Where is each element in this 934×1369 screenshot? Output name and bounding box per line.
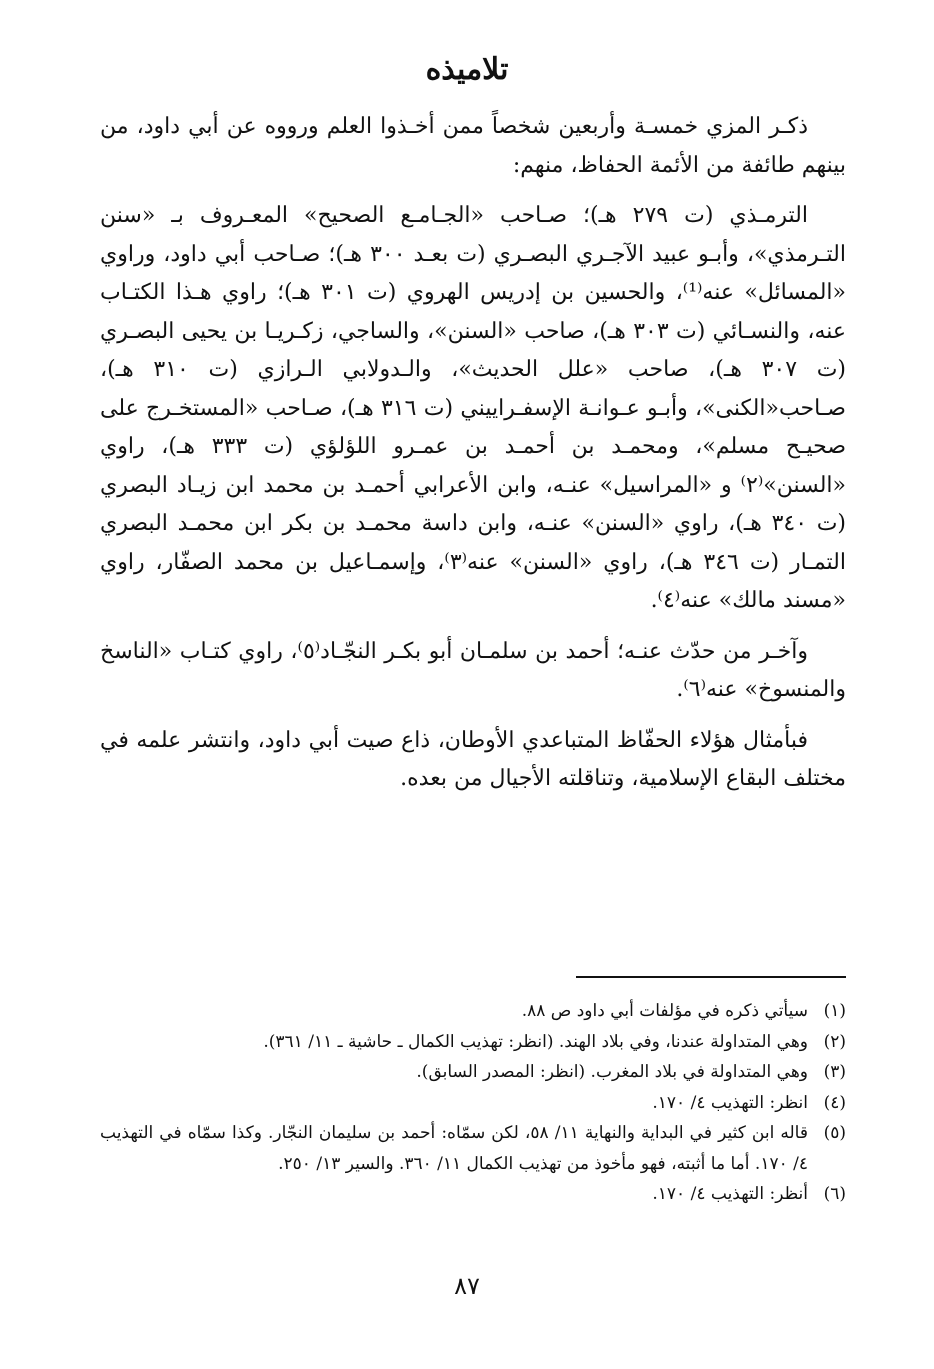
paragraph: وآخـر من حدّث عنـه؛ أحمد بن سلمـان أبو بكـر النجّـاد⁽٥⁾، راوي كتـاب «الناسخ والمنسوخ» عنه⁽٦⁾.: [100, 638, 846, 702]
footnote-number: (٣): [823, 1062, 846, 1082]
footnote-number: (٥): [823, 1123, 846, 1143]
footnote-text: انظر: التهذيب ٤/ ١٧٠.: [652, 1092, 808, 1113]
section-title: تلاميذه: [425, 52, 509, 87]
footnote: [100, 1027, 846, 1058]
footnote: [100, 1118, 846, 1179]
paragraph: الترمـذي (ت ٢٧٩ هـ)؛ صـاحب «الجـامـع الصحيح» المعـروف بـ «سنن التـرمذي»، وأبـو عبيد الآجـري البصـري (ت بعـد ٣٠٠ هـ)؛ صـاحب أبي داود، وراوي «المسائل» عنه⁽¹⁾، والحسين بن إدريس الهروي (ت ٣٠١ هـ)؛ راوي هـذا الكتـاب عنه، والنسـائي (ت ٣٠٣ هـ)، صاحب «السنن»، والساجي، زكـريـا بن يحيى البصـري (ت ٣٠٧ هـ)، صاحب «علل الحديث»، والـدولابي الـرازي (ت ٣١٠ هـ)، صـاحب«الكنى»، وأبـو عـوانـة الإسفـراييني (ت ٣١٦ هـ)، صـاحب «المستخـرج على صحيـح مسلم»، ومحمـد بن أحمـد بن عمـرو اللؤلؤي (ت ٣٣٣ هـ)، راوي «السنن»⁽٢⁾ و «المراسيل» عنـه، وابن الأعرابي أحمـد بن محمد ابن زيـاد البصري (ت ٣٤٠ هـ)، راوي «السنن» عنـه، وابن داسة محمـد بن بكر ابن محمـد البصري التمـار (ت ٣٤٦ هـ)، راوي «السنن» عنه⁽٣⁾، وإسمـاعيل بن محمد الصفّار، راوي «مسند مالك» عنه⁽٤⁾.: [100, 203, 847, 613]
footnote-separator: [576, 976, 846, 978]
page-number: ٨٧: [454, 1272, 480, 1300]
footnote-text: أنظر: التهذيب ٤/ ١٧٠.: [652, 1184, 808, 1204]
footnote: [100, 996, 846, 1027]
footnote-text: وهي المتداولة في بلاد المغرب. (انظر: المصدر السابق).: [416, 1062, 808, 1082]
footnote-text: سيأتي ذكره في مؤلفات أبي داود ص ٨٨.: [521, 1001, 808, 1021]
footnote: [100, 1088, 846, 1119]
footnote-number: (٢): [823, 1031, 846, 1052]
body-text: [100, 108, 846, 811]
footnote: [100, 1179, 846, 1210]
footnote-text: قاله ابن كثير في البداية والنهاية ١١/ ٥٨، لكن سمّاه: أحمد بن سليمان النجّار. وكذا سمّاه في التهذيب ٤/ ١٧٠. أما ما أثبته، فهو مأخوذ من تهذيب الكمال ١١/ ٣٦٠. والسير ١٣/ ٢٥٠.: [100, 1123, 808, 1174]
footnote-text: وهي المتداولة عندنا، وفي بلاد الهند. (انظر: تهذيب الكمال ـ حاشية ـ ١١/ ٣٦١).: [263, 1031, 808, 1052]
footnote-number: (٦): [823, 1184, 846, 1204]
footnote: [100, 1057, 846, 1088]
paragraph: فبأمثال هؤلاء الحفّاظ المتباعدي الأوطان، ذاع صيت أبي داود، وانتشر علمه في مختلف البقاع الإسلامية، وتناقلته الأجيال من بعده.: [100, 727, 846, 791]
footnote-number: (٤): [823, 1092, 846, 1113]
footnote-number: (١): [823, 1001, 846, 1021]
paragraph: ذكـر المزي خمسـة وأربعين شخصاً ممن أخـذوا العلم ورووه عن أبي داود، من بينهم طائفة من الأئمة الحفاظ، منهم:: [100, 114, 846, 178]
footnotes-list: [100, 996, 846, 1210]
